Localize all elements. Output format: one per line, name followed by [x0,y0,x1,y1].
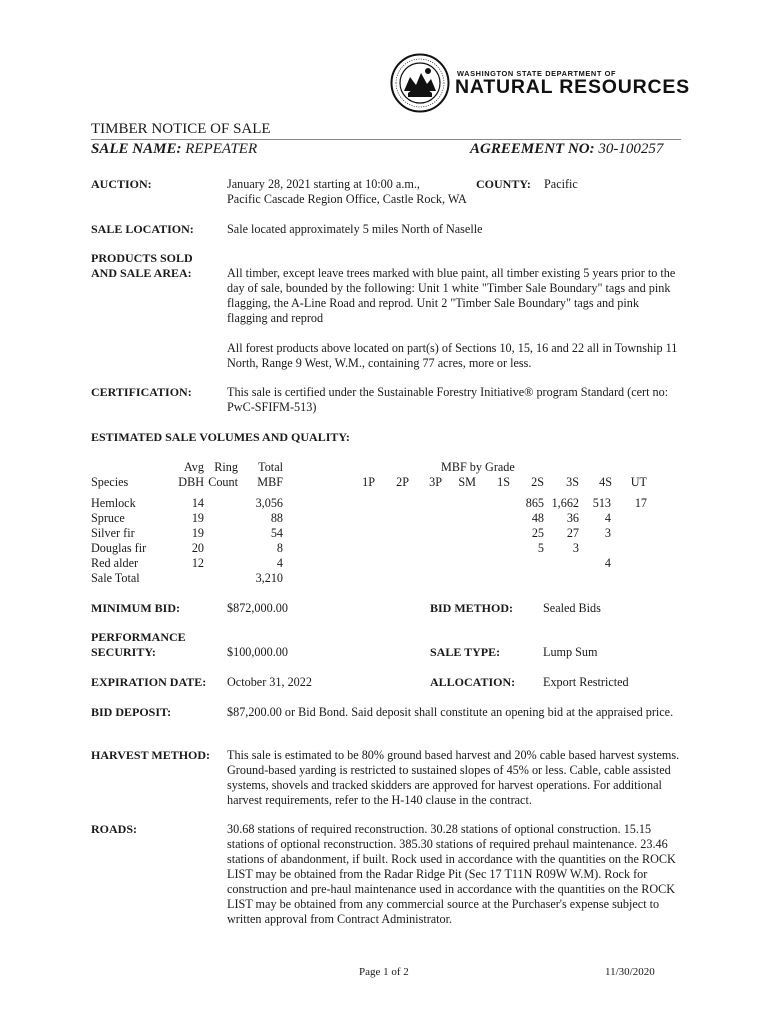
grade-2s-cell: 865 [525,496,544,510]
grade-2s-cell: 5 [537,541,544,555]
species-cell: Spruce [91,511,125,525]
dbh-cell: 19 [191,511,204,525]
col-header-species: Species [91,475,129,489]
allocation-label: ALLOCATION: [430,675,516,689]
species-cell: Silver fir [91,526,135,540]
expiration-label: EXPIRATION DATE: [91,675,207,689]
dbh-cell: 19 [191,526,204,540]
sale-location-text: Sale located approximately 5 miles North of Naselle [227,222,483,236]
sale-name-value: REPEATER [185,141,258,157]
sale-type-value: Lump Sum [543,645,598,659]
auction-location: Pacific Cascade Region Office, Castle Rock, WA [227,192,467,206]
products-label-line1: PRODUCTS SOLD [91,251,193,265]
bid-deposit-label: BID DEPOSIT: [91,705,172,719]
dbh-cell: 12 [191,556,204,570]
col-header-2p: 2P [396,475,409,489]
dbh-cell: 20 [191,541,204,555]
col-header-ut: UT [630,475,647,489]
total-mbf-cell: 3,210 [255,571,283,585]
col-header-mbf-by-grade: MBF by Grade [441,460,515,474]
total-mbf-cell: 88 [270,511,283,525]
col-header-count: Count [208,475,238,489]
footer-date: 11/30/2020 [605,966,655,978]
harvest-method-text: This sale is estimated to be 80% ground based harvest and 20% cable based harvest systems. Ground-based yarding is restricted to sustained slopes of 45% or less. Cable, cable assisted systems, shovels and tracked skidders are approved for harvest operations. For additional harvest requirements, refer to the H-140 clause in the contract. [227,748,680,807]
bid-method-label: BID METHOD: [430,601,514,615]
grade-2s-cell: 48 [531,511,544,525]
col-header-ring: Ring [214,460,238,474]
bid-deposit-text: $87,200.00 or Bid Bond. Said deposit shall constitute an opening bid at the appraised price. [227,705,674,719]
logo-agency-name: NATURAL RESOURCES [455,76,690,98]
document-title: TIMBER NOTICE OF SALE [91,121,271,137]
sale-location-label: SALE LOCATION: [91,222,194,236]
col-header-sm: SM [458,475,476,489]
grade-3s-cell: 1,662 [551,496,579,510]
volumes-heading: ESTIMATED SALE VOLUMES AND QUALITY: [91,430,350,444]
bid-method-value: Sealed Bids [543,601,601,615]
sale-type-label: SALE TYPE: [430,645,501,659]
roads-text: 30.68 stations of required reconstruction. 30.28 stations of optional construction. 15.15 stations of optional reconstruction. 385.30 stations of required prehaul maintenance. 23.46 stations of abandonment, if built. Rock used in accordance with the quantities on the ROCK LIST may be obtained from the Radar Ridge Pit (Sec 17 T11N R09W W.M). Rock for construction and pre-haul maintenance used in accordance with the quantities on the ROCK LIST may be obtained from any commercial source at the Purchaser's expense subject to written approval from Contract Administrator. [227,822,676,926]
grade-3s-cell: 27 [566,526,579,540]
auction-date: January 28, 2021 starting at 10:00 a.m., [227,177,420,191]
species-cell: Douglas fir [91,541,147,555]
col-header-3p: 3P [429,475,442,489]
total-mbf-cell: 8 [276,541,283,555]
products-location: All forest products above located on part(s) of Sections 10, 15, 16 and 22 all in Township 11 North, Range 9 West, W.M., containing 77 acres, more or less. [227,341,678,370]
performance-label-line1: PERFORMANCE [91,630,186,644]
grade-3s-cell: 36 [566,511,579,525]
grade-4s-cell: 4 [604,511,611,525]
products-label-line2: AND SALE AREA: [91,266,192,280]
total-mbf-cell: 4 [276,556,283,570]
col-header-mbf: MBF [257,475,283,489]
auction-label: AUCTION: [91,177,152,191]
products-description: All timber, except leave trees marked with blue paint, all timber existing 5 years prior to the day of sale, bounded by the following: Unit 1 white "Timber Sale Boundary" tags and pink flagging, the A-Line Road and reprod. Unit 2 "Timber Sale Boundary" tags and pink flagging and reprod [227,266,676,325]
harvest-method-label: HARVEST METHOD: [91,748,211,762]
total-mbf-cell: 3,056 [255,496,283,510]
total-mbf-cell: 54 [270,526,283,540]
minimum-bid-label: MINIMUM BID: [91,601,180,615]
species-cell: Hemlock [91,496,136,510]
dbh-cell: 14 [191,496,204,510]
col-header-1s: 1S [497,475,510,489]
expiration-value: October 31, 2022 [227,675,312,689]
grade-2s-cell: 25 [531,526,544,540]
county-value: Pacific [544,177,578,191]
grade-3s-cell: 3 [572,541,579,555]
performance-value: $100,000.00 [227,645,288,659]
col-header-dbh: DBH [178,475,204,489]
col-header-1p: 1P [362,475,375,489]
grade-4s-cell: 513 [592,496,611,510]
county-label: COUNTY: [476,177,531,191]
sale-name-label: SALE NAME: [91,141,182,157]
roads-label: ROADS: [91,822,138,836]
logo-agency-line: WASHINGTON STATE DEPARTMENT OF [457,69,617,78]
certification-text: This sale is certified under the Sustainable Forestry Initiative® program Standard (cert no: PwC-SFIFM-513) [227,385,669,414]
col-header-avg: Avg [183,460,204,474]
col-header-2s: 2S [531,475,544,489]
allocation-value: Export Restricted [543,675,629,689]
agreement-label: AGREEMENT NO: [470,141,595,157]
certification-label: CERTIFICATION: [91,385,192,399]
species-cell: Sale Total [91,571,140,585]
grade-ut-cell: 17 [634,496,647,510]
performance-label-line2: SECURITY: [91,645,156,659]
minimum-bid-value: $872,000.00 [227,601,288,615]
page-number: Page 1 of 2 [359,966,409,978]
species-cell: Red alder [91,556,139,570]
col-header-4s: 4S [599,475,612,489]
agreement-value: 30-100257 [598,141,664,157]
col-header-total: Total [258,460,283,474]
grade-4s-cell: 4 [604,556,611,570]
col-header-3s: 3S [566,475,579,489]
grade-4s-cell: 3 [604,526,611,540]
